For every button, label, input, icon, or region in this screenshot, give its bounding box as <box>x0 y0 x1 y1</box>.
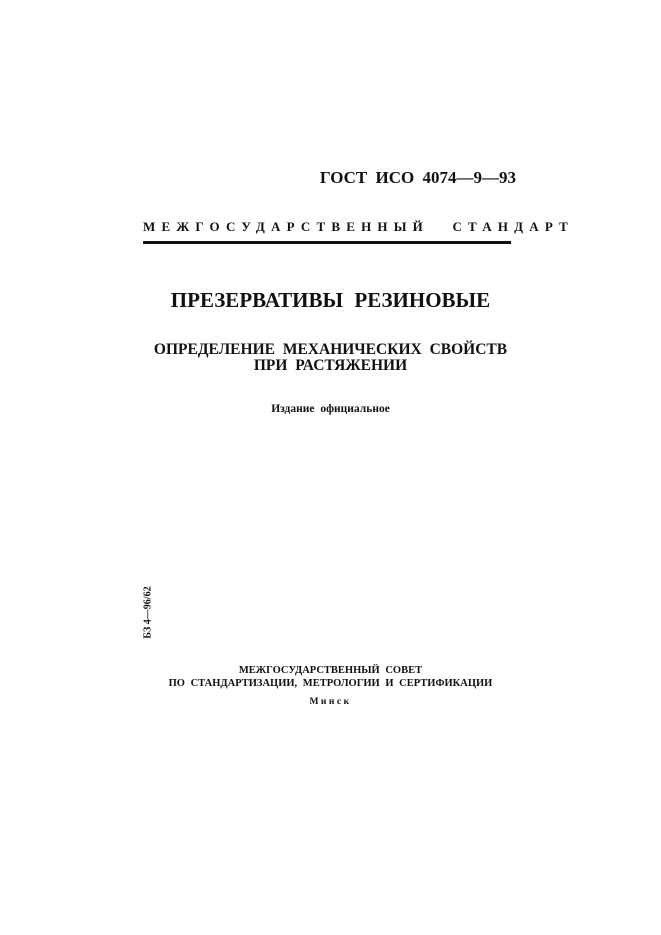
edition-note: Издание официальное <box>271 403 390 415</box>
side-catalog-code: БЗ 4—96/62 <box>142 586 154 639</box>
header-rule <box>143 241 511 244</box>
subtitle-line-1: ОПРЕДЕЛЕНИЕ МЕХАНИЧЕСКИХ СВОЙСТВ <box>153 341 508 358</box>
document-title: ПРЕЗЕРВАТИВЫ РЕЗИНОВЫЕ <box>170 288 491 312</box>
subtitle-line-2: ПРИ РАСТЯЖЕНИИ <box>253 357 408 374</box>
standard-type-header: МЕЖГОСУДАРСТВЕННЫЙ СТАНДАРТ <box>143 219 575 234</box>
publication-city: Минск <box>309 697 352 707</box>
publisher-line-1: МЕЖГОСУДАРСТВЕННЫЙ СОВЕТ <box>238 665 423 676</box>
publisher-line-2: ПО СТАНДАРТИЗАЦИИ, МЕТРОЛОГИИ И СЕРТИФИКАЦИИ <box>168 678 493 689</box>
standard-code: ГОСТ ИСО 4074—9—93 <box>319 168 516 187</box>
